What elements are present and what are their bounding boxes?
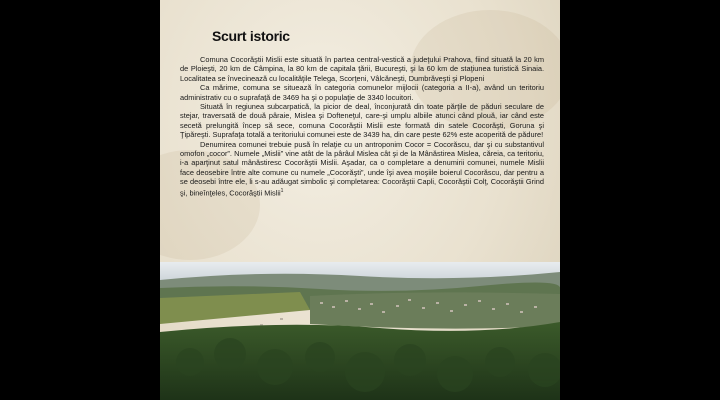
aerial-landscape-illustration xyxy=(160,262,560,400)
footnote-marker: 1 xyxy=(280,187,284,194)
document-page xyxy=(160,0,560,400)
history-text xyxy=(180,55,544,198)
section-title: Scurt istoric xyxy=(212,28,290,44)
paragraph-name-origin-text: Denumirea comunei trebuie pusă în relaţie cu un antroponim Cocor = Cocorăscu, dar şi cu substantivul omofon „cocor”. Numele „Mislii” vine atât de la pârâul Mislea cât şi de la Mânăstirea Mislea, căreia, ca teritoriu, i-a aparţinut satul mânăstiresc Cocorăştii Mislii. Aşadar, ca o completare a denumirii comunei, numele Mislii face deosebire între alte comune cu numele „Cocorăşti”, unde îşi avea moşiile boierul Cocorăscu, dar pentru a se deosebi între ele, li s-au adăugat simbolic şi completarea: Cocorăştii Capli, Cocorăştii Colţ, Cocorăştii Grind şi, bineînţeles, Cocorăştii Mislii xyxy=(180,139,544,198)
paragraph-size: Ca mărime, comuna se situează în categoria comunelor mijlocii (categoria a II-a), având un teritoriu administrativ cu o suprafaţă de 3469 ha şi o populaţie de 3340 locuitori. xyxy=(180,83,544,102)
aerial-landscape-photo xyxy=(160,262,560,400)
paragraph-name-origin xyxy=(180,140,544,198)
paragraph-location: Comuna Cocorăştii Mislii este situată în partea central-vestică a judeţului Prahova, fiind situată la 20 km de Ploieşti, 20 km de Câmpina, la 80 km de capitala ţării, Bucureşti, şi la 60 km de staţiunea turistică Sinaia. Localitatea se învecinează cu localităţile Telega, Scorţeni, Vâlcăneşti, Dumbrăveşti şi Plopeni xyxy=(180,55,544,83)
paragraph-geography: Situată în regiunea subcarpatică, la picior de deal, înconjurată din toate părţile de păduri seculare de stejar, traversată de două pâraie, Mislea şi Dofteneţul, care-şi umplu albiile atunci când plouă, iar când este secetă prelungită încep să sece, comuna Cocorăştii Mislii este formată din satele Cocorăşti, Goruna şi Ţipăreşti. Suprafaţa totală a teritoriului comunei este de 3439 ha, din care peste 62% este acoperită de pădure! xyxy=(180,102,544,140)
village-area xyxy=(310,292,560,328)
